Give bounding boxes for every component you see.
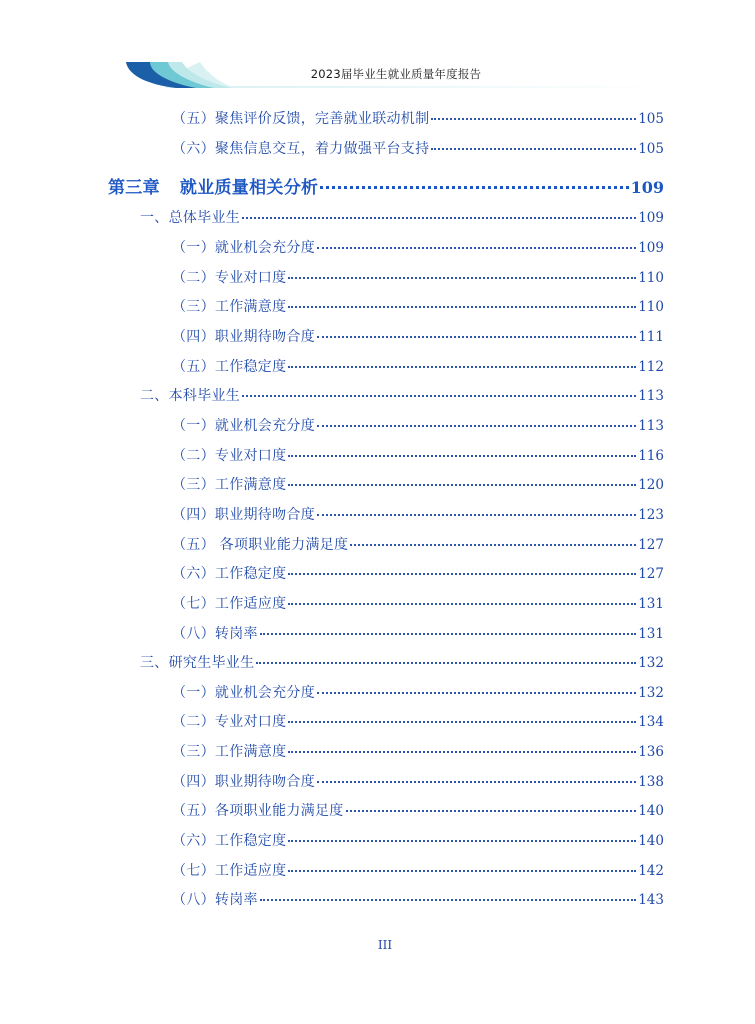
toc-subsection-entry[interactable] [172,474,664,494]
toc-page-number: 136 [638,744,664,760]
chapter-title: 就业质量相关分析 [179,178,319,198]
toc-page-number: 132 [638,685,664,701]
toc-entry-label: （四）职业期待吻合度 [172,774,315,790]
toc-section-entry[interactable] [140,385,664,405]
toc-entry-label: （三）工作满意度 [172,744,287,760]
dot-leader [288,306,636,308]
toc-subsection-entry[interactable] [172,504,664,524]
toc-entry-label: （二）专业对口度 [172,714,287,730]
toc-page-number: 120 [638,477,664,493]
toc-subsection-entry[interactable] [172,563,664,583]
toc-page-number: 142 [638,863,664,879]
report-header-title: 2023届毕业生就业质量年度报告 [310,67,482,81]
dot-leader [317,247,636,249]
toc-section-entry[interactable] [140,652,664,672]
dot-leader [288,484,636,486]
dot-leader [346,810,637,812]
toc-page-number: 105 [638,111,664,127]
toc-section-entry[interactable] [140,207,664,227]
toc-page-number: 143 [638,892,664,908]
toc-subsection-entry[interactable] [172,138,664,158]
toc-page-number: 131 [638,626,664,642]
toc-entry-label: （五） 各项职业能力满足度 [172,537,349,553]
toc-subsection-entry[interactable] [172,711,664,731]
toc-page-number: 132 [638,655,664,671]
toc-page-number: 109 [638,240,664,256]
toc-entry-label: （一）就业机会充分度 [172,240,315,256]
toc-subsection-entry[interactable] [172,889,664,909]
dot-leader [288,573,636,575]
toc-subsection-entry[interactable] [172,356,664,376]
toc-entry-label: （六）聚焦信息交互，着力做强平台支持 [172,141,430,157]
dot-leader [288,870,636,872]
toc-entry-label: （七）工作适应度 [172,863,287,879]
toc-subsection-entry[interactable] [172,445,664,465]
toc-page-number: 138 [638,774,664,790]
toc-subsection-entry[interactable] [172,800,664,820]
toc-entry-label: （八）转岗率 [172,892,258,908]
toc-page-number: 110 [638,299,664,315]
toc-subsection-entry[interactable] [172,296,664,316]
toc-entry-label: （五）聚焦评价反馈，完善就业联动机制 [172,111,430,127]
chapter-number: 第三章 [108,178,160,198]
toc-page-number: 123 [638,507,664,523]
toc-page-number: 116 [638,448,664,464]
toc-entry-label: （四）职业期待吻合度 [172,507,315,523]
dot-leader [288,840,636,842]
toc-subsection-entry[interactable] [172,623,664,643]
toc-entry-label [108,173,318,198]
dot-leader [317,514,636,516]
toc-page-number: 140 [638,833,664,849]
toc-entry-label: （三）工作满意度 [172,477,287,493]
toc-subsection-entry[interactable] [172,534,664,554]
toc-entry-label: （五）各项职业能力满足度 [172,803,344,819]
dot-leader [288,751,636,753]
dot-leader [317,336,636,338]
toc-entry-label: （三）工作满意度 [172,299,287,315]
toc-subsection-entry[interactable] [172,741,664,761]
toc-subsection-entry[interactable] [172,108,664,128]
toc-entry-label: （六）工作稳定度 [172,833,287,849]
dot-leader [242,217,636,219]
dot-leader [320,186,628,189]
toc-entry-label: （五）工作稳定度 [172,359,287,375]
toc-entry-label: （一）就业机会充分度 [172,685,315,701]
dot-leader [431,148,636,150]
toc-entry-label: （八）转岗率 [172,626,258,642]
dot-leader [260,633,636,635]
dot-leader [242,395,636,397]
dot-leader [317,781,636,783]
toc-subsection-entry[interactable] [172,267,664,287]
toc-entry-label: （七）工作适应度 [172,596,287,612]
toc-entry-label: 一、总体毕业生 [140,210,241,226]
toc-page-number: 105 [638,141,664,157]
dot-leader [288,603,636,605]
dot-leader [288,721,636,723]
dot-leader [288,366,636,368]
toc-page-number: 131 [638,596,664,612]
toc-page-number: 112 [638,359,664,375]
toc-page-number: 113 [638,388,664,404]
toc-entry-label: （一）就业机会充分度 [172,418,315,434]
dot-leader [431,118,636,120]
toc-subsection-entry[interactable] [172,593,664,613]
dot-leader [317,425,636,427]
toc-page-number: 140 [638,803,664,819]
toc-subsection-entry[interactable] [172,860,664,880]
toc-entry-label: （六）工作稳定度 [172,566,287,582]
toc-subsection-entry[interactable] [172,415,664,435]
toc-entry-label: （二）专业对口度 [172,270,287,286]
toc-entry-label: 二、本科毕业生 [140,388,241,404]
dot-leader [317,692,636,694]
toc-chapter-entry[interactable] [108,173,664,198]
page-number: III [377,938,393,952]
toc-page-number: 109 [638,210,664,226]
toc-subsection-entry[interactable] [172,237,664,257]
dot-leader [260,899,636,901]
toc-page-number: 134 [638,714,664,730]
toc-page-number: 113 [638,418,664,434]
toc-page-number: 109 [630,178,664,197]
toc-page-number: 127 [638,566,664,582]
toc-entry-label: （四）职业期待吻合度 [172,329,315,345]
toc-page-number: 110 [638,270,664,286]
toc-page-number: 127 [638,537,664,553]
toc-subsection-entry[interactable] [172,771,664,791]
dot-leader [350,544,636,546]
dot-leader [288,277,636,279]
dot-leader [288,455,636,457]
toc-subsection-entry[interactable] [172,682,664,702]
toc-page-number: 111 [638,329,664,345]
toc-subsection-entry[interactable] [172,830,664,850]
dot-leader [256,662,636,664]
toc-subsection-entry[interactable] [172,326,664,346]
toc-entry-label: 三、研究生毕业生 [140,655,255,671]
toc-entry-label: （二）专业对口度 [172,448,287,464]
